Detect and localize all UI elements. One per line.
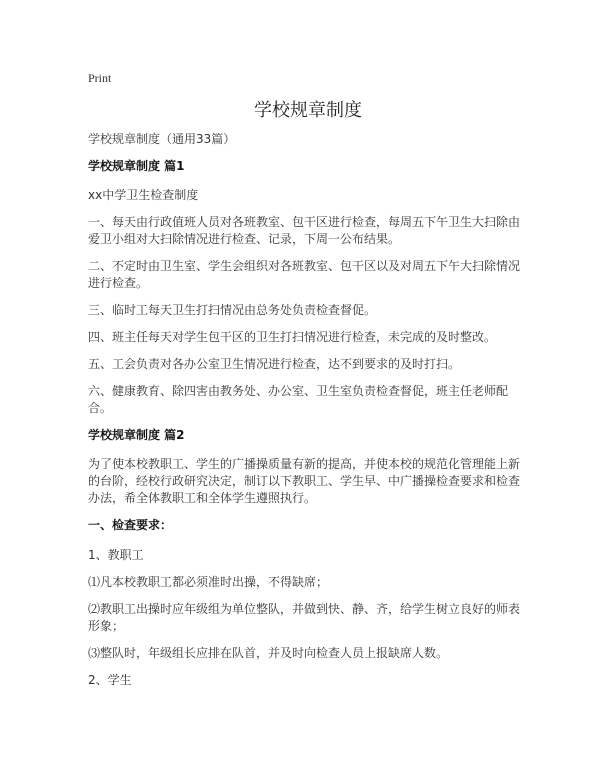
document-body [88,131,528,699]
section-2-item-3: ⑵教职工出操时应年级组为单位整队，并做到快、静、齐，给学生树立良好的师表形象； [88,602,521,633]
section-heading-1: 学校规章制度 篇1 [88,159,185,173]
section-1-paragraph-4: 三、临时工每天卫生打扫情况由总务处负责检查督促。 [88,303,377,317]
section-1-paragraph-5: 四、班主任每天对学生包干区的卫生打扫情况进行检查，未完成的及时整改。 [88,330,497,344]
section-1-paragraph-2: 一、每天由行政值班人员对各班教室、包干区进行检查，每周五下午卫生大扫除由爱卫小组对大扫除情况进行检查、记录，下周一公布结果。 [88,215,521,246]
section-1-paragraph-1: xx中学卫生检查制度 [88,188,199,202]
section-2-paragraph-1: 为了使本校教职工、学生的广播操质量有新的提高，并使本校的规范化管理能上新的台阶，经校行政研究决定，制订以下教职工、学生早、中广播操检查要求和检查办法，希全体教职工和全体学生遵照执行。 [88,457,521,505]
section-2-item-5: 2、学生 [88,673,132,687]
section-2-item-1: 1、教职工 [88,548,144,562]
section-2-subheading: 一、检查要求： [88,518,173,532]
section-2-item-2: ⑴凡本校教职工都必须准时出操，不得缺席； [88,575,329,589]
print-label: Print [88,71,112,85]
document-title: 学校规章制度 [254,100,362,121]
section-1-paragraph-7: 六、健康教育、除四害由教务处、办公室、卫生室负责检查督促，班主任老师配合。 [88,384,509,415]
document-subtitle: 学校规章制度（通用33篇） [88,132,236,146]
section-1-paragraph-3: 二、不定时由卫生室、学生会组织对各班教室、包干区以及对周五下午大扫除情况进行检查。 [88,259,521,290]
section-heading-2: 学校规章制度 篇2 [88,428,185,442]
section-1-paragraph-6: 五、工会负责对各办公室卫生情况进行检查，达不到要求的及时打扫。 [88,357,461,371]
section-2-item-4: ⑶整队时，年级组长应排在队首，并及时向检查人员上报缺席人数。 [88,646,449,660]
